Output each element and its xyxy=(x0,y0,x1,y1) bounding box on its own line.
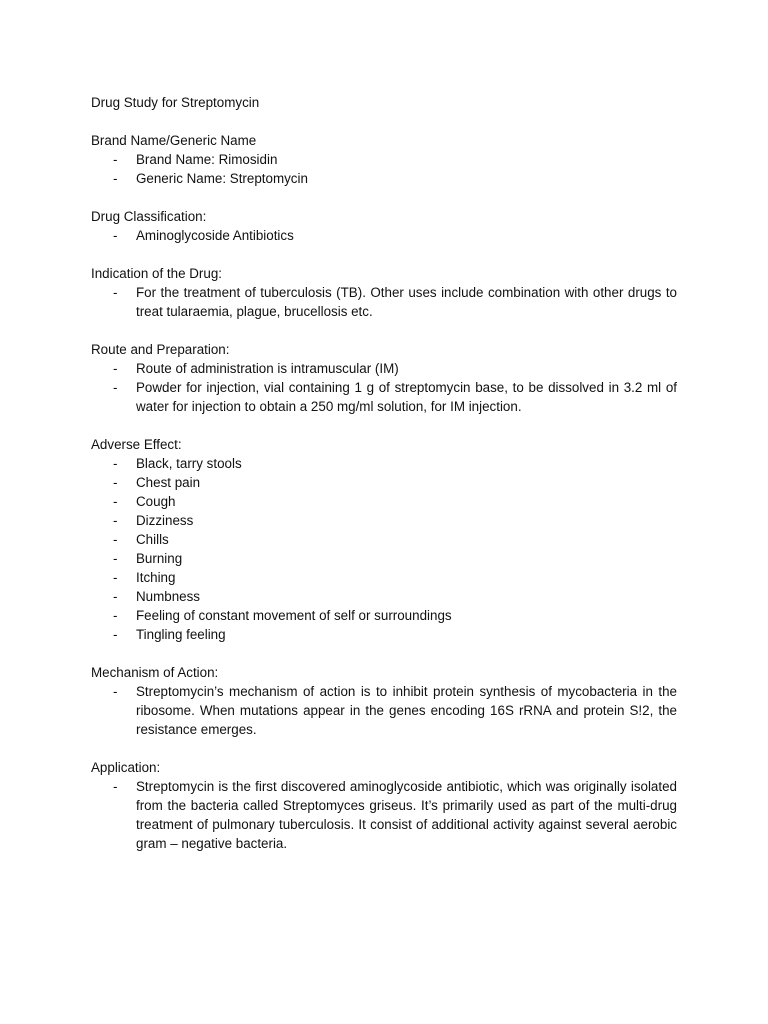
bullet-dash: - xyxy=(113,779,118,794)
list-item xyxy=(91,378,677,416)
list-item xyxy=(91,777,677,853)
list-item-text: Brand Name: Rimosidin xyxy=(136,152,278,167)
bullet-dash: - xyxy=(113,570,118,585)
bullet-dash: - xyxy=(113,589,118,604)
bullet-dash: - xyxy=(113,456,118,471)
list-item-text: Generic Name: Streptomycin xyxy=(136,171,308,186)
section xyxy=(91,264,677,321)
list-item-text: Chest pain xyxy=(136,475,201,490)
list-item xyxy=(91,625,677,644)
list-item xyxy=(91,283,677,321)
list-item xyxy=(91,530,677,549)
section-heading: Application: xyxy=(91,760,161,775)
bullet-list xyxy=(91,454,677,644)
section-heading: Brand Name/Generic Name xyxy=(91,133,257,148)
bullet-dash: - xyxy=(113,152,118,167)
list-item xyxy=(91,473,677,492)
section-heading: Adverse Effect: xyxy=(91,437,182,452)
list-item-text: Tingling feeling xyxy=(136,627,226,642)
bullet-dash: - xyxy=(113,171,118,186)
bullet-dash: - xyxy=(113,608,118,623)
list-item xyxy=(91,359,677,378)
bullet-dash: - xyxy=(113,513,118,528)
list-item xyxy=(91,549,677,568)
section xyxy=(91,340,677,416)
bullet-dash: - xyxy=(113,684,118,699)
bullet-list xyxy=(91,283,677,321)
section xyxy=(91,663,677,739)
list-item xyxy=(91,568,677,587)
document-body xyxy=(91,93,677,872)
bullet-dash: - xyxy=(113,380,118,395)
sections-container xyxy=(91,131,677,853)
list-item-text: Numbness xyxy=(136,589,201,604)
list-item xyxy=(91,606,677,625)
document-title: Drug Study for Streptomycin xyxy=(91,95,260,110)
bullet-list xyxy=(91,226,677,245)
bullet-list xyxy=(91,777,677,853)
section xyxy=(91,207,677,245)
list-item-text: Feeling of constant movement of self or surroundings xyxy=(136,608,452,623)
bullet-dash: - xyxy=(113,627,118,642)
section-heading: Mechanism of Action: xyxy=(91,665,219,680)
list-item-text: Chills xyxy=(136,532,169,547)
section-heading: Indication of the Drug: xyxy=(91,266,223,281)
list-item xyxy=(91,682,677,739)
list-item-text: Dizziness xyxy=(136,513,194,528)
list-item-text: Aminoglycoside Antibiotics xyxy=(136,228,294,243)
bullet-dash: - xyxy=(113,361,118,376)
list-item xyxy=(91,511,677,530)
section-heading: Drug Classification: xyxy=(91,209,207,224)
list-item xyxy=(91,587,677,606)
list-item xyxy=(91,226,677,245)
list-item xyxy=(91,454,677,473)
list-item xyxy=(91,492,677,511)
section xyxy=(91,435,677,644)
bullet-list xyxy=(91,150,677,188)
list-item-text: Burning xyxy=(136,551,183,566)
list-item-text: Cough xyxy=(136,494,176,509)
list-item-text: Route of administration is intramuscular (IM) xyxy=(136,361,399,376)
section xyxy=(91,131,677,188)
list-item-text: Itching xyxy=(136,570,176,585)
bullet-list xyxy=(91,682,677,739)
section-heading: Route and Preparation: xyxy=(91,342,230,357)
list-item-text: Black, tarry stools xyxy=(136,456,242,471)
list-item-text: Powder for injection, vial containing 1 g of streptomycin base, to be dissolved in 3.2 ml of water for injection to obtain a 250 mg/ml solution, for IM injection. xyxy=(136,380,677,414)
bullet-dash: - xyxy=(113,475,118,490)
list-item-text: Streptomycin is the first discovered aminoglycoside antibiotic, which was originally isolated from the bacteria called Streptomyces griseus. It’s primarily used as part of the multi-drug treatment of pulmonary tuberculosis. It consist of additional activity against several aerobic gram – negative bacteria. xyxy=(136,779,677,851)
bullet-dash: - xyxy=(113,494,118,509)
bullet-dash: - xyxy=(113,285,118,300)
bullet-dash: - xyxy=(113,532,118,547)
bullet-dash: - xyxy=(113,228,118,243)
list-item-text: Streptomycin’s mechanism of action is to inhibit protein synthesis of mycobacteria in the ribosome. When mutations appear in the genes encoding 16S rRNA and protein S!2, the resistance emerges. xyxy=(136,684,677,737)
list-item-text: For the treatment of tuberculosis (TB). Other uses include combination with other drugs to treat tularaemia, plague, brucellosis etc. xyxy=(136,285,677,319)
bullet-list xyxy=(91,359,677,416)
list-item xyxy=(91,169,677,188)
section xyxy=(91,758,677,853)
list-item xyxy=(91,150,677,169)
bullet-dash: - xyxy=(113,551,118,566)
